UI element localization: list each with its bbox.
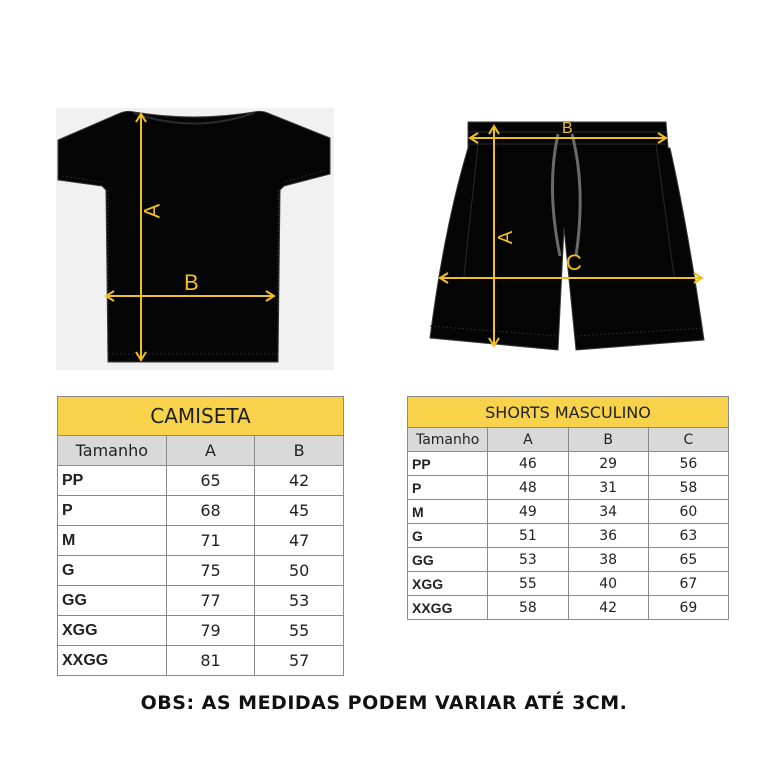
shorts-size-table bbox=[407, 396, 729, 620]
value-cell: 65 bbox=[648, 548, 728, 572]
value-cell: 56 bbox=[648, 452, 728, 476]
value-cell: 71 bbox=[166, 526, 255, 556]
header-a: A bbox=[488, 428, 568, 452]
value-cell: 57 bbox=[255, 646, 344, 676]
size-cell: XGG bbox=[58, 616, 167, 646]
value-cell: 60 bbox=[648, 500, 728, 524]
value-cell: 47 bbox=[255, 526, 344, 556]
shorts-title: SHORTS MASCULINO bbox=[408, 397, 729, 428]
value-cell: 81 bbox=[166, 646, 255, 676]
tshirt-graphic bbox=[56, 108, 334, 370]
value-cell: 29 bbox=[568, 452, 648, 476]
value-cell: 55 bbox=[255, 616, 344, 646]
table-row bbox=[408, 596, 729, 620]
value-cell: 50 bbox=[255, 556, 344, 586]
size-cell: XGG bbox=[408, 572, 488, 596]
table-row bbox=[408, 452, 729, 476]
value-cell: 42 bbox=[568, 596, 648, 620]
shorts-illustration bbox=[420, 108, 720, 358]
value-cell: 53 bbox=[488, 548, 568, 572]
table-row bbox=[58, 526, 344, 556]
value-cell: 58 bbox=[488, 596, 568, 620]
size-cell: G bbox=[408, 524, 488, 548]
value-cell: 68 bbox=[166, 496, 255, 526]
size-cell: P bbox=[58, 496, 167, 526]
size-cell: G bbox=[58, 556, 167, 586]
header-b: B bbox=[568, 428, 648, 452]
header-c: C bbox=[648, 428, 728, 452]
value-cell: 79 bbox=[166, 616, 255, 646]
value-cell: 48 bbox=[488, 476, 568, 500]
table-row bbox=[408, 524, 729, 548]
table-row bbox=[58, 556, 344, 586]
value-cell: 49 bbox=[488, 500, 568, 524]
value-cell: 46 bbox=[488, 452, 568, 476]
camiseta-title: CAMISETA bbox=[58, 397, 344, 436]
shorts-label-b: B bbox=[562, 120, 573, 137]
tshirt-illustration bbox=[56, 108, 334, 370]
size-cell: GG bbox=[408, 548, 488, 572]
value-cell: 53 bbox=[255, 586, 344, 616]
header-a: A bbox=[166, 436, 255, 466]
size-cell: P bbox=[408, 476, 488, 500]
value-cell: 67 bbox=[648, 572, 728, 596]
tshirt-label-a: A bbox=[139, 203, 165, 219]
camiseta-size-table bbox=[57, 396, 344, 676]
value-cell: 36 bbox=[568, 524, 648, 548]
size-cell: M bbox=[58, 526, 167, 556]
header-b: B bbox=[255, 436, 344, 466]
value-cell: 77 bbox=[166, 586, 255, 616]
size-cell: M bbox=[408, 500, 488, 524]
tshirt-label-b: B bbox=[184, 270, 199, 295]
value-cell: 40 bbox=[568, 572, 648, 596]
size-cell: PP bbox=[58, 466, 167, 496]
table-row bbox=[58, 496, 344, 526]
value-cell: 63 bbox=[648, 524, 728, 548]
value-cell: 75 bbox=[166, 556, 255, 586]
value-cell: 65 bbox=[166, 466, 255, 496]
value-cell: 55 bbox=[488, 572, 568, 596]
value-cell: 51 bbox=[488, 524, 568, 548]
table-row bbox=[58, 646, 344, 676]
value-cell: 42 bbox=[255, 466, 344, 496]
value-cell: 34 bbox=[568, 500, 648, 524]
table-row bbox=[58, 616, 344, 646]
table-row bbox=[408, 572, 729, 596]
value-cell: 31 bbox=[568, 476, 648, 500]
table-row bbox=[408, 476, 729, 500]
value-cell: 38 bbox=[568, 548, 648, 572]
table-row bbox=[408, 548, 729, 572]
value-cell: 69 bbox=[648, 596, 728, 620]
header-tamanho: Tamanho bbox=[58, 436, 167, 466]
table-row bbox=[58, 466, 344, 496]
size-cell: GG bbox=[58, 586, 167, 616]
header-tamanho: Tamanho bbox=[408, 428, 488, 452]
shorts-label-a: A bbox=[495, 230, 518, 245]
value-cell: 58 bbox=[648, 476, 728, 500]
shorts-label-c: C bbox=[566, 250, 582, 275]
table-row bbox=[58, 586, 344, 616]
table-row bbox=[408, 500, 729, 524]
size-cell: XXGG bbox=[408, 596, 488, 620]
measurement-note: OBS: AS MEDIDAS PODEM VARIAR ATÉ 3CM. bbox=[140, 692, 628, 714]
size-cell: XXGG bbox=[58, 646, 167, 676]
value-cell: 45 bbox=[255, 496, 344, 526]
size-cell: PP bbox=[408, 452, 488, 476]
